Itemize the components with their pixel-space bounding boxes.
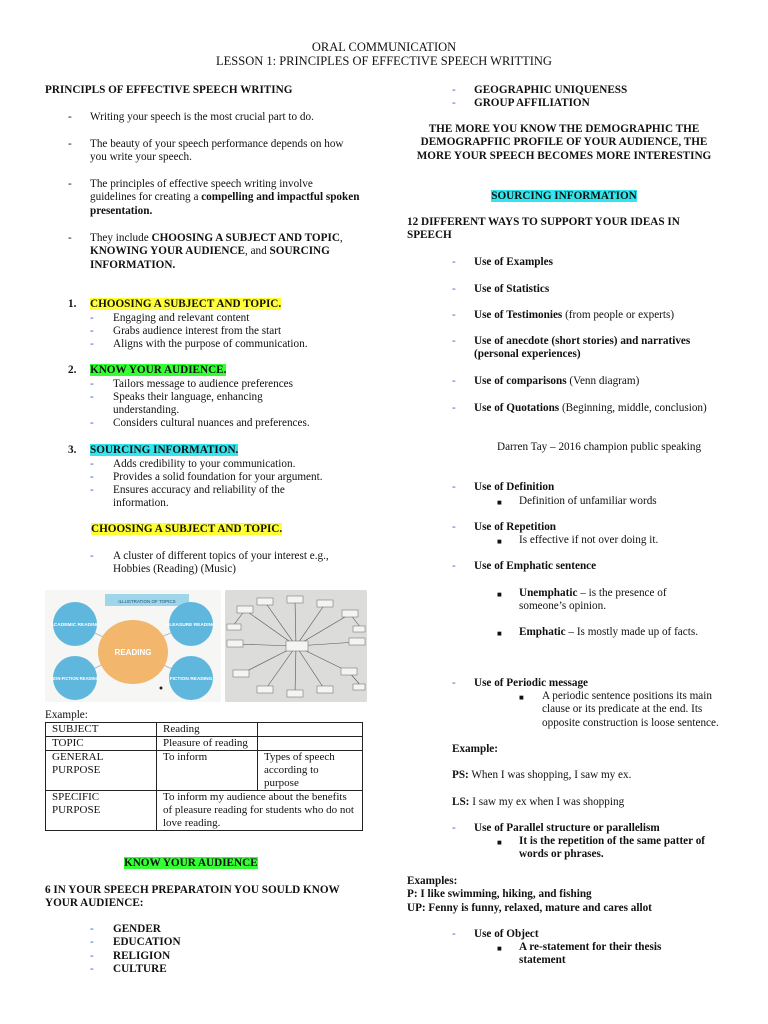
intro-item-2: The beauty of your speech performance depends on how you write your speech. [90,138,344,164]
way-sub: A periodic sentence positions its main clause or its predicate at the end. Its opposite construction is loose sentence. [542,690,719,729]
sourcing-heading [404,190,724,203]
way-item [474,375,639,388]
numbered-3-item: Adds credibility to your communication. [113,458,296,470]
page-header [0,40,768,68]
numbered-1-item: Grabs audience interest from the start [113,325,282,337]
num-1: 1. [68,298,77,310]
choosing-heading-text: CHOOSING A SUBJECT AND TOPIC. [91,523,283,535]
audience-item: EDUCATION [113,936,181,948]
way-bold: Use of Quotations [474,402,560,414]
way-item [474,309,674,322]
dash-bullet: - [452,822,456,834]
dash-bullet: - [90,378,94,390]
table-cell [258,737,363,751]
cluster-text: A cluster of different topics of your interest e.g., Hobbies (Reading) (Music) [113,550,329,576]
audience-item: GEOGRAPHIC UNIQUENESS [474,84,628,96]
table-cell: SPECIFIC PURPOSE [46,791,157,831]
way-sub: It is the repetition of the same patter of words or phrases. [519,835,706,861]
numbered-2-item: Considers cultural nuances and preferences. [113,417,310,429]
way-bold: Use of comparisons [474,375,567,387]
dash-bullet: - [452,521,456,533]
way-sub-bold: Unemphatic [519,587,578,599]
numbered-2-item: Tailors message to audience preferences [113,378,293,390]
dash-bullet: - [90,950,94,962]
table-row [46,751,363,791]
way-sub [519,626,709,639]
numbered-title-1: CHOOSING A SUBJECT AND TOPIC. [90,298,282,310]
example-label: Example: [45,709,88,721]
dot [160,687,163,690]
numbered-3-item: Ensures accuracy and reliability of the information. [113,484,285,510]
square-bullet: ■ [497,629,502,638]
intro-item-3-bold: compelling and impactful spoken presentation. [90,191,360,217]
know-heading [124,857,258,870]
way-item: Use of Repetition [474,521,557,533]
dash-bullet: - [90,963,94,975]
way-sub: Definition of unfamiliar words [519,495,657,507]
way-item: Use of Examples [474,256,553,268]
table-row [46,723,363,737]
doc-title: ORAL COMMUNICATION [311,40,457,54]
dash-bullet: - [452,928,456,940]
choosing-heading [91,523,282,536]
example-table [45,722,363,831]
table-cell: Pleasure of reading [157,737,258,751]
ps-line [452,769,631,782]
dash-bullet: - [90,923,94,935]
intro-bold-3: SOURCING INFORMATION. [90,245,330,271]
way-item: Use of anecdote (short stories) and narratives (personal experiences) [474,335,691,361]
way-item: Use of Definition [474,481,555,493]
dash-bullet: - [452,677,456,689]
table-cell: To inform [157,751,258,791]
table-row [46,737,363,751]
know-heading-text: KNOW YOUR AUDIENCE [124,857,258,869]
demographic-note: THE MORE YOU KNOW THE DEMOGRAPHIC THE DEMOGRAPFIIC PROFILE OF YOUR AUDIENCE, THE MORE YOUR SPEECH BECOMES MORE INTERESTING [416,123,712,162]
ps-label: PS: [452,769,469,781]
intro-bold-2: KNOWING YOUR AUDIENCE [90,245,245,258]
table-row [46,791,363,831]
dash-bullet: - [452,97,456,109]
dash-bullet: - [452,402,456,414]
section-title: PRINCIPLS OF EFFECTIVE SPEECH WRITING [45,84,293,96]
intro-sep: , [339,232,343,244]
darren-note: Darren Tay – 2016 champion public speaking [497,441,702,453]
dash-bullet: - [68,178,72,190]
audience-item: GENDER [113,923,161,935]
numbered-2-item: Speaks their language, enhancing understanding. [113,391,263,417]
six-heading: 6 IN YOUR SPEECH PREPARATOIN YOU SOULD KNOW YOUR AUDIENCE: [45,884,340,910]
doc-subtitle: LESSON 1: PRINCIPLES OF EFFECTIVE SPEECH WRITTING [216,54,552,68]
num-2: 2. [68,364,77,376]
numbered-title-3: SOURCING INFORMATION. [90,444,239,456]
square-bullet: ■ [497,944,502,953]
audience-item: RELIGION [113,950,171,962]
ps-text: When I was shopping, I saw my ex. [468,769,632,781]
dash-bullet: - [90,484,94,496]
numbered-heading-2 [90,364,226,377]
dash-bullet: - [90,458,94,470]
numbered-1-item: Aligns with the purpose of communication. [113,338,308,350]
twelve-heading: 12 DIFFERENT WAYS TO SUPPORT YOUR IDEAS IN SPEECH [407,216,680,242]
table-cell: Reading [157,723,258,737]
numbered-1-item: Engaging and relevant content [113,312,250,324]
audience-item: CULTURE [113,963,167,975]
square-bullet: ■ [519,693,524,702]
center-label: READING [114,648,152,657]
dash-bullet: - [90,312,94,324]
dash-bullet: - [90,471,94,483]
dash-bullet: - [90,417,94,429]
numbered-title-2: KNOW YOUR AUDIENCE. [90,364,227,376]
way-sub-bold: Emphatic [519,626,566,638]
p-line: P: I like swimming, hiking, and fishing [407,888,592,900]
dash-bullet: - [452,335,456,347]
intro-item-1: Writing your speech is the most crucial part to do. [90,111,314,123]
intro-item-4-text: They include [90,232,152,244]
table-cell: TOPIC [46,737,157,751]
table-cell: GENERAL PURPOSE [46,751,157,791]
ls-line [452,796,624,809]
topics-cluster-diagram [45,590,221,702]
diagram-title: ILLUSTRATION OF TOPICS [118,599,176,604]
way-item: Use of Parallel structure or parallelism [474,822,660,834]
sourcing-heading-text: SOURCING INFORMATION [491,190,637,202]
example-label: Example: [452,743,498,755]
dash-bullet: - [452,309,456,321]
audience-item: GROUP AFFILIATION [474,97,590,109]
numbered-3-item: Provides a solid foundation for your argument. [113,471,323,483]
way-sub: Is effective if not over doing it. [519,534,659,546]
dash-bullet: - [90,936,94,948]
numbered-heading-1 [90,298,281,311]
node-label: FICTION READING [169,677,213,682]
ls-label: LS: [452,796,470,808]
intro-item-3-text: The principles of effective speech writing involve guidelines for creating a [90,178,313,204]
table-cell: To inform my audience about the benefits of pleasure reading for students who do not love reading. [157,791,363,831]
dash-bullet: - [90,550,94,562]
dash-bullet: - [452,256,456,268]
dash-bullet: - [452,481,456,493]
intro-sep-2: , and [244,245,270,258]
dash-bullet: - [452,283,456,295]
dash-bullet: - [90,391,94,403]
intro-item-3 [90,178,360,218]
square-bullet: ■ [497,838,502,847]
way-item: Use of Emphatic sentence [474,560,597,572]
dash-bullet: - [452,84,456,96]
num-3: 3. [68,444,77,456]
dash-bullet: - [452,560,456,572]
mind-map-diagram [225,590,367,702]
dash-bullet: - [68,232,72,244]
dash-bullet: - [90,338,94,350]
intro-bold-1: CHOOSING A SUBJECT AND TOPIC [151,232,340,244]
square-bullet: ■ [497,498,502,507]
examples-label: Examples: [407,875,458,887]
way-item: Use of Object [474,928,539,940]
dash-bullet: - [90,325,94,337]
ls-text: I saw my ex when I was shopping [469,796,625,808]
node-label: NON-FICTION READING [51,676,99,681]
up-line: UP: Fenny is funny, relaxed, mature and cares allot [407,902,652,914]
dash-bullet: - [452,375,456,387]
topics-cluster-svg [45,590,221,702]
way-bold: Use of Testimonies [474,309,563,321]
way-sub [519,587,709,614]
dash-bullet: - [68,138,72,150]
node-label: ACADEMIC READING [50,623,100,628]
numbered-heading-3 [90,444,238,457]
way-rest: (Venn diagram) [566,375,640,387]
table-cell: SUBJECT [46,723,157,737]
intro-item-4 [90,232,360,272]
way-item: Use of Statistics [474,283,550,295]
table-cell: Types of speech according to purpose [258,751,363,791]
square-bullet: ■ [497,537,502,546]
way-sub: A re-statement for their thesis statement [519,941,662,967]
table-cell [258,723,363,737]
node-label: PLEASURE READING [166,623,216,628]
way-rest: (Beginning, middle, conclusion) [559,402,707,414]
way-item: Use of Periodic message [474,677,589,689]
way-sub-rest: – is the presence of someone’s opinion. [519,587,667,613]
way-item [474,402,719,415]
mind-map-svg [225,590,367,702]
dash-bullet: - [68,111,72,123]
way-sub-rest: – Is mostly made up of facts. [565,626,698,638]
way-rest: (from people or experts) [562,309,675,321]
square-bullet: ■ [497,590,502,599]
